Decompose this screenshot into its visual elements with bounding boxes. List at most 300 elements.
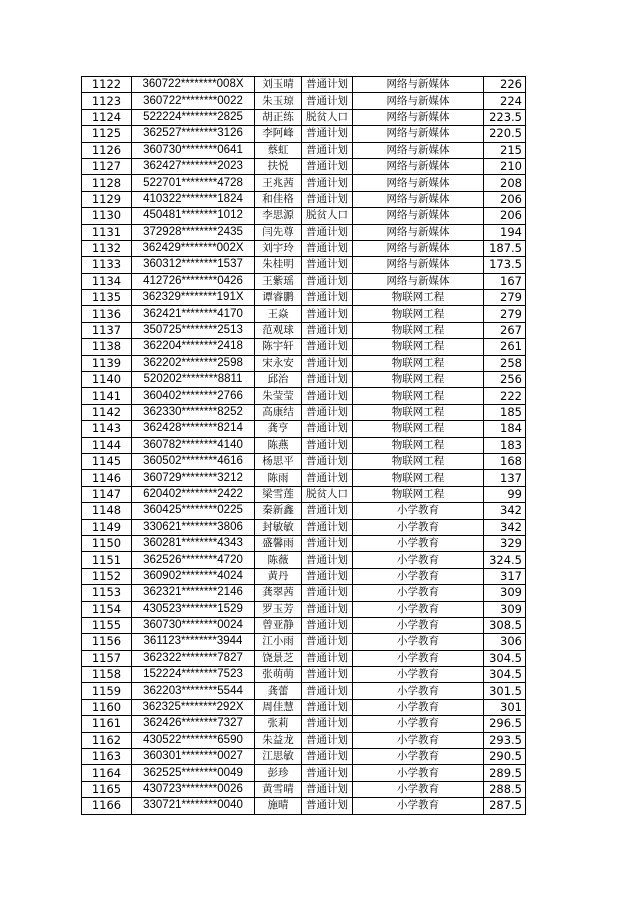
row-number-cell: 1150 xyxy=(82,535,132,551)
id-number-cell: 362202********2598 xyxy=(132,355,255,371)
row-number-cell: 1122 xyxy=(82,77,132,93)
id-number-cell: 360729********3212 xyxy=(132,470,255,486)
id-number-cell: 522701********4728 xyxy=(132,175,255,191)
score-cell: 194 xyxy=(484,224,526,240)
plan-type-cell: 普通计划 xyxy=(302,650,353,666)
table-row xyxy=(82,240,526,256)
major-cell: 小学教育 xyxy=(353,699,484,715)
name-cell: 龚亨 xyxy=(255,421,302,437)
plan-type-cell: 普通计划 xyxy=(302,601,353,617)
row-number-cell: 1154 xyxy=(82,601,132,617)
table-row xyxy=(82,158,526,174)
table-row xyxy=(82,470,526,486)
plan-type-cell: 脱贫人口 xyxy=(302,486,353,502)
plan-type-cell: 普通计划 xyxy=(302,535,353,551)
plan-type-cell: 普通计划 xyxy=(302,699,353,715)
row-number-cell: 1160 xyxy=(82,699,132,715)
id-number-cell: 360502********4616 xyxy=(132,453,255,469)
table-row xyxy=(82,601,526,617)
table-row xyxy=(82,585,526,601)
id-number-cell: 360722********008X xyxy=(132,77,255,93)
name-cell: 黄丹 xyxy=(255,568,302,584)
score-cell: 324.5 xyxy=(484,552,526,568)
plan-type-cell: 普通计划 xyxy=(302,257,353,273)
plan-type-cell: 普通计划 xyxy=(302,240,353,256)
row-number-cell: 1164 xyxy=(82,765,132,781)
plan-type-cell: 普通计划 xyxy=(302,519,353,535)
table-row xyxy=(82,355,526,371)
name-cell: 周佳慧 xyxy=(255,699,302,715)
plan-type-cell: 普通计划 xyxy=(302,732,353,748)
major-cell: 网络与新媒体 xyxy=(353,175,484,191)
major-cell: 小学教育 xyxy=(353,535,484,551)
table-row xyxy=(82,486,526,502)
name-cell: 龚翠茜 xyxy=(255,585,302,601)
plan-type-cell: 普通计划 xyxy=(302,339,353,355)
plan-type-cell: 普通计划 xyxy=(302,175,353,191)
score-cell: 167 xyxy=(484,273,526,289)
name-cell: 曾亚静 xyxy=(255,617,302,633)
id-number-cell: 361123********3944 xyxy=(132,634,255,650)
name-cell: 王兆茜 xyxy=(255,175,302,191)
name-cell: 陈宇轩 xyxy=(255,339,302,355)
score-cell: 304.5 xyxy=(484,650,526,666)
plan-type-cell: 脱贫人口 xyxy=(302,109,353,125)
major-cell: 小学教育 xyxy=(353,650,484,666)
name-cell: 王焱 xyxy=(255,306,302,322)
major-cell: 物联网工程 xyxy=(353,306,484,322)
plan-type-cell: 普通计划 xyxy=(302,617,353,633)
table-body xyxy=(82,77,526,815)
name-cell: 封敏敏 xyxy=(255,519,302,535)
row-number-cell: 1163 xyxy=(82,749,132,765)
id-number-cell: 410322********1824 xyxy=(132,191,255,207)
id-number-cell: 362428********8214 xyxy=(132,421,255,437)
major-cell: 小学教育 xyxy=(353,634,484,650)
major-cell: 网络与新媒体 xyxy=(353,208,484,224)
id-number-cell: 620402********2422 xyxy=(132,486,255,502)
table-row xyxy=(82,732,526,748)
table-row xyxy=(82,535,526,551)
name-cell: 范观球 xyxy=(255,322,302,338)
row-number-cell: 1139 xyxy=(82,355,132,371)
row-number-cell: 1137 xyxy=(82,322,132,338)
major-cell: 网络与新媒体 xyxy=(353,109,484,125)
id-number-cell: 450481********1012 xyxy=(132,208,255,224)
name-cell: 杨思平 xyxy=(255,453,302,469)
id-number-cell: 362421********4170 xyxy=(132,306,255,322)
id-number-cell: 430523********1529 xyxy=(132,601,255,617)
table-row xyxy=(82,667,526,683)
score-cell: 258 xyxy=(484,355,526,371)
id-number-cell: 362527********3126 xyxy=(132,126,255,142)
row-number-cell: 1145 xyxy=(82,453,132,469)
name-cell: 蔡虹 xyxy=(255,142,302,158)
score-cell: 288.5 xyxy=(484,781,526,797)
table-row xyxy=(82,699,526,715)
major-cell: 网络与新媒体 xyxy=(353,158,484,174)
score-cell: 173.5 xyxy=(484,257,526,273)
score-cell: 329 xyxy=(484,535,526,551)
major-cell: 小学教育 xyxy=(353,552,484,568)
score-cell: 317 xyxy=(484,568,526,584)
plan-type-cell: 普通计划 xyxy=(302,568,353,584)
table-row xyxy=(82,503,526,519)
plan-type-cell: 普通计划 xyxy=(302,372,353,388)
table-row xyxy=(82,634,526,650)
name-cell: 施晴 xyxy=(255,798,302,814)
name-cell: 梁雪莲 xyxy=(255,486,302,502)
row-number-cell: 1134 xyxy=(82,273,132,289)
score-cell: 267 xyxy=(484,322,526,338)
table-row xyxy=(82,552,526,568)
table-row xyxy=(82,339,526,355)
row-number-cell: 1142 xyxy=(82,404,132,420)
table-row xyxy=(82,208,526,224)
major-cell: 物联网工程 xyxy=(353,388,484,404)
id-number-cell: 350725********2513 xyxy=(132,322,255,338)
table-row xyxy=(82,568,526,584)
table-row xyxy=(82,437,526,453)
score-cell: 184 xyxy=(484,421,526,437)
score-cell: 308.5 xyxy=(484,617,526,633)
row-number-cell: 1132 xyxy=(82,240,132,256)
plan-type-cell: 普通计划 xyxy=(302,503,353,519)
score-cell: 306 xyxy=(484,634,526,650)
major-cell: 小学教育 xyxy=(353,503,484,519)
row-number-cell: 1133 xyxy=(82,257,132,273)
table-row xyxy=(82,142,526,158)
score-cell: 289.5 xyxy=(484,765,526,781)
name-cell: 盛馨雨 xyxy=(255,535,302,551)
id-number-cell: 360782********4140 xyxy=(132,437,255,453)
plan-type-cell: 普通计划 xyxy=(302,683,353,699)
plan-type-cell: 普通计划 xyxy=(302,77,353,93)
major-cell: 网络与新媒体 xyxy=(353,77,484,93)
id-number-cell: 362330********8252 xyxy=(132,404,255,420)
table-row xyxy=(82,93,526,109)
row-number-cell: 1128 xyxy=(82,175,132,191)
table-row xyxy=(82,404,526,420)
row-number-cell: 1143 xyxy=(82,421,132,437)
id-number-cell: 362526********4720 xyxy=(132,552,255,568)
id-number-cell: 330621********3806 xyxy=(132,519,255,535)
major-cell: 小学教育 xyxy=(353,667,484,683)
name-cell: 秦新鑫 xyxy=(255,503,302,519)
name-cell: 陈薇 xyxy=(255,552,302,568)
plan-type-cell: 普通计划 xyxy=(302,290,353,306)
plan-type-cell: 普通计划 xyxy=(302,781,353,797)
id-number-cell: 362321********2146 xyxy=(132,585,255,601)
table-row xyxy=(82,126,526,142)
id-number-cell: 362203********5544 xyxy=(132,683,255,699)
score-cell: 223.5 xyxy=(484,109,526,125)
score-cell: 206 xyxy=(484,191,526,207)
table-row xyxy=(82,290,526,306)
row-number-cell: 1144 xyxy=(82,437,132,453)
name-cell: 朱玉琼 xyxy=(255,93,302,109)
major-cell: 小学教育 xyxy=(353,732,484,748)
table-row xyxy=(82,109,526,125)
score-cell: 342 xyxy=(484,503,526,519)
plan-type-cell: 普通计划 xyxy=(302,191,353,207)
table-row xyxy=(82,453,526,469)
major-cell: 网络与新媒体 xyxy=(353,224,484,240)
row-number-cell: 1152 xyxy=(82,568,132,584)
plan-type-cell: 普通计划 xyxy=(302,142,353,158)
major-cell: 小学教育 xyxy=(353,781,484,797)
major-cell: 网络与新媒体 xyxy=(353,142,484,158)
name-cell: 和佳格 xyxy=(255,191,302,207)
name-cell: 张萌萌 xyxy=(255,667,302,683)
id-number-cell: 362427********2023 xyxy=(132,158,255,174)
table-row xyxy=(82,388,526,404)
row-number-cell: 1136 xyxy=(82,306,132,322)
name-cell: 黄雪晴 xyxy=(255,781,302,797)
row-number-cell: 1126 xyxy=(82,142,132,158)
score-cell: 309 xyxy=(484,585,526,601)
table-row xyxy=(82,798,526,814)
name-cell: 饶景芝 xyxy=(255,650,302,666)
row-number-cell: 1141 xyxy=(82,388,132,404)
row-number-cell: 1135 xyxy=(82,290,132,306)
id-number-cell: 362429********002X xyxy=(132,240,255,256)
name-cell: 朱桂明 xyxy=(255,257,302,273)
major-cell: 物联网工程 xyxy=(353,322,484,338)
row-number-cell: 1159 xyxy=(82,683,132,699)
plan-type-cell: 普通计划 xyxy=(302,716,353,732)
id-number-cell: 360281********4343 xyxy=(132,535,255,551)
row-number-cell: 1157 xyxy=(82,650,132,666)
score-cell: 222 xyxy=(484,388,526,404)
name-cell: 刘玉晴 xyxy=(255,77,302,93)
score-cell: 304.5 xyxy=(484,667,526,683)
major-cell: 网络与新媒体 xyxy=(353,126,484,142)
score-cell: 293.5 xyxy=(484,732,526,748)
id-number-cell: 372928********2435 xyxy=(132,224,255,240)
score-cell: 210 xyxy=(484,158,526,174)
plan-type-cell: 普通计划 xyxy=(302,667,353,683)
id-number-cell: 412726********0426 xyxy=(132,273,255,289)
score-cell: 279 xyxy=(484,306,526,322)
row-number-cell: 1155 xyxy=(82,617,132,633)
major-cell: 小学教育 xyxy=(353,617,484,633)
plan-type-cell: 普通计划 xyxy=(302,470,353,486)
score-cell: 279 xyxy=(484,290,526,306)
score-cell: 224 xyxy=(484,93,526,109)
table-row xyxy=(82,617,526,633)
plan-type-cell: 普通计划 xyxy=(302,765,353,781)
major-cell: 小学教育 xyxy=(353,683,484,699)
major-cell: 小学教育 xyxy=(353,798,484,814)
plan-type-cell: 普通计划 xyxy=(302,388,353,404)
score-cell: 220.5 xyxy=(484,126,526,142)
id-number-cell: 362329********191X xyxy=(132,290,255,306)
major-cell: 网络与新媒体 xyxy=(353,257,484,273)
name-cell: 彭珍 xyxy=(255,765,302,781)
plan-type-cell: 普通计划 xyxy=(302,453,353,469)
score-cell: 183 xyxy=(484,437,526,453)
id-number-cell: 360730********0641 xyxy=(132,142,255,158)
name-cell: 王紫瑶 xyxy=(255,273,302,289)
row-number-cell: 1156 xyxy=(82,634,132,650)
name-cell: 谭睿鹏 xyxy=(255,290,302,306)
score-cell: 206 xyxy=(484,208,526,224)
score-cell: 226 xyxy=(484,77,526,93)
id-number-cell: 430723********0026 xyxy=(132,781,255,797)
major-cell: 物联网工程 xyxy=(353,372,484,388)
name-cell: 龚蕾 xyxy=(255,683,302,699)
table-row xyxy=(82,322,526,338)
table-row xyxy=(82,749,526,765)
name-cell: 高康结 xyxy=(255,404,302,420)
table-row xyxy=(82,781,526,797)
row-number-cell: 1129 xyxy=(82,191,132,207)
id-number-cell: 330721********0040 xyxy=(132,798,255,814)
major-cell: 小学教育 xyxy=(353,749,484,765)
id-number-cell: 362426********7327 xyxy=(132,716,255,732)
table-row xyxy=(82,77,526,93)
plan-type-cell: 普通计划 xyxy=(302,404,353,420)
row-number-cell: 1148 xyxy=(82,503,132,519)
name-cell: 胡正练 xyxy=(255,109,302,125)
score-cell: 287.5 xyxy=(484,798,526,814)
score-cell: 301.5 xyxy=(484,683,526,699)
name-cell: 闫先尊 xyxy=(255,224,302,240)
table-row xyxy=(82,306,526,322)
major-cell: 物联网工程 xyxy=(353,453,484,469)
score-cell: 301 xyxy=(484,699,526,715)
plan-type-cell: 普通计划 xyxy=(302,437,353,453)
id-number-cell: 360312********1537 xyxy=(132,257,255,273)
major-cell: 小学教育 xyxy=(353,568,484,584)
major-cell: 小学教育 xyxy=(353,601,484,617)
table-row xyxy=(82,273,526,289)
plan-type-cell: 普通计划 xyxy=(302,126,353,142)
name-cell: 江小雨 xyxy=(255,634,302,650)
table-row xyxy=(82,421,526,437)
table-row xyxy=(82,372,526,388)
id-number-cell: 152224********7523 xyxy=(132,667,255,683)
plan-type-cell: 普通计划 xyxy=(302,273,353,289)
admission-list-table xyxy=(81,76,526,815)
table-row xyxy=(82,519,526,535)
major-cell: 物联网工程 xyxy=(353,339,484,355)
major-cell: 物联网工程 xyxy=(353,470,484,486)
major-cell: 物联网工程 xyxy=(353,437,484,453)
id-number-cell: 520202********8811 xyxy=(132,372,255,388)
table-row xyxy=(82,716,526,732)
major-cell: 网络与新媒体 xyxy=(353,240,484,256)
plan-type-cell: 普通计划 xyxy=(302,355,353,371)
plan-type-cell: 普通计划 xyxy=(302,798,353,814)
plan-type-cell: 普通计划 xyxy=(302,322,353,338)
table-row xyxy=(82,765,526,781)
name-cell: 朱益龙 xyxy=(255,732,302,748)
score-cell: 187.5 xyxy=(484,240,526,256)
plan-type-cell: 普通计划 xyxy=(302,634,353,650)
name-cell: 李阿峰 xyxy=(255,126,302,142)
id-number-cell: 360425********0225 xyxy=(132,503,255,519)
score-cell: 309 xyxy=(484,601,526,617)
table-row xyxy=(82,650,526,666)
plan-type-cell: 普通计划 xyxy=(302,224,353,240)
plan-type-cell: 脱贫人口 xyxy=(302,208,353,224)
row-number-cell: 1151 xyxy=(82,552,132,568)
row-number-cell: 1130 xyxy=(82,208,132,224)
row-number-cell: 1165 xyxy=(82,781,132,797)
id-number-cell: 360722********0022 xyxy=(132,93,255,109)
row-number-cell: 1166 xyxy=(82,798,132,814)
plan-type-cell: 普通计划 xyxy=(302,93,353,109)
name-cell: 刘宇玲 xyxy=(255,240,302,256)
major-cell: 小学教育 xyxy=(353,716,484,732)
name-cell: 宋永安 xyxy=(255,355,302,371)
row-number-cell: 1153 xyxy=(82,585,132,601)
row-number-cell: 1124 xyxy=(82,109,132,125)
table-row xyxy=(82,175,526,191)
id-number-cell: 362322********7827 xyxy=(132,650,255,666)
table-row xyxy=(82,224,526,240)
score-cell: 296.5 xyxy=(484,716,526,732)
name-cell: 江思敏 xyxy=(255,749,302,765)
score-cell: 256 xyxy=(484,372,526,388)
score-cell: 208 xyxy=(484,175,526,191)
name-cell: 陈雨 xyxy=(255,470,302,486)
major-cell: 小学教育 xyxy=(353,765,484,781)
id-number-cell: 362204********2418 xyxy=(132,339,255,355)
name-cell: 李思源 xyxy=(255,208,302,224)
name-cell: 张莉 xyxy=(255,716,302,732)
id-number-cell: 360730********0024 xyxy=(132,617,255,633)
name-cell: 陈燕 xyxy=(255,437,302,453)
major-cell: 物联网工程 xyxy=(353,486,484,502)
plan-type-cell: 普通计划 xyxy=(302,552,353,568)
name-cell: 朱莹莹 xyxy=(255,388,302,404)
row-number-cell: 1146 xyxy=(82,470,132,486)
major-cell: 物联网工程 xyxy=(353,290,484,306)
score-cell: 290.5 xyxy=(484,749,526,765)
row-number-cell: 1125 xyxy=(82,126,132,142)
id-number-cell: 360301********0027 xyxy=(132,749,255,765)
table-row xyxy=(82,683,526,699)
row-number-cell: 1123 xyxy=(82,93,132,109)
name-cell: 扶悦 xyxy=(255,158,302,174)
score-cell: 215 xyxy=(484,142,526,158)
score-cell: 185 xyxy=(484,404,526,420)
id-number-cell: 430522********6590 xyxy=(132,732,255,748)
row-number-cell: 1161 xyxy=(82,716,132,732)
row-number-cell: 1162 xyxy=(82,732,132,748)
plan-type-cell: 普通计划 xyxy=(302,421,353,437)
plan-type-cell: 普通计划 xyxy=(302,158,353,174)
score-cell: 342 xyxy=(484,519,526,535)
major-cell: 小学教育 xyxy=(353,585,484,601)
plan-type-cell: 普通计划 xyxy=(302,306,353,322)
plan-type-cell: 普通计划 xyxy=(302,585,353,601)
table-row xyxy=(82,191,526,207)
row-number-cell: 1158 xyxy=(82,667,132,683)
major-cell: 小学教育 xyxy=(353,519,484,535)
row-number-cell: 1140 xyxy=(82,372,132,388)
id-number-cell: 362525********0049 xyxy=(132,765,255,781)
row-number-cell: 1127 xyxy=(82,158,132,174)
id-number-cell: 360902********4024 xyxy=(132,568,255,584)
major-cell: 物联网工程 xyxy=(353,421,484,437)
score-cell: 99 xyxy=(484,486,526,502)
score-cell: 137 xyxy=(484,470,526,486)
row-number-cell: 1138 xyxy=(82,339,132,355)
